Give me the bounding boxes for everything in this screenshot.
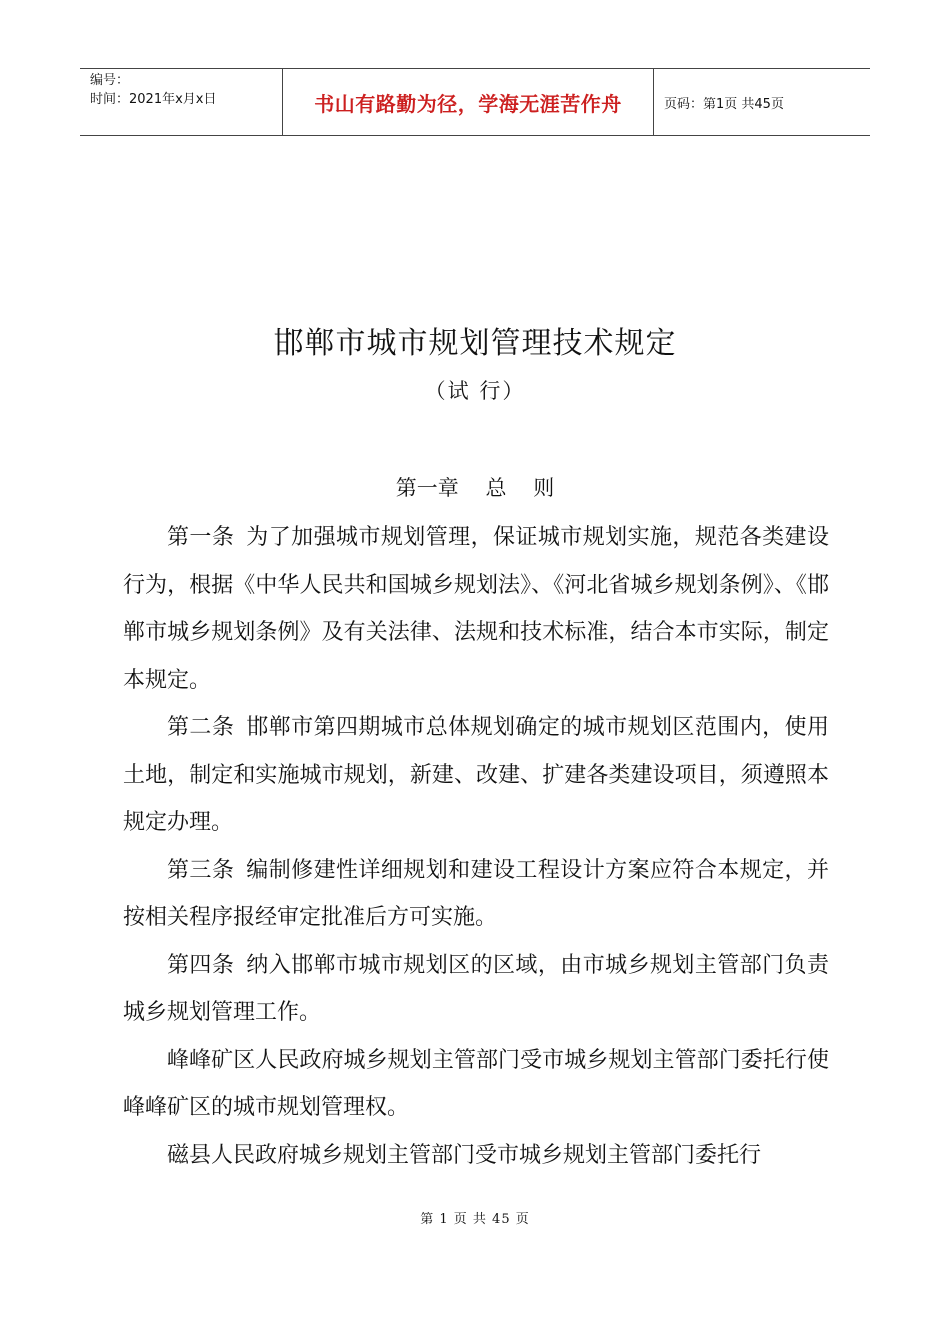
paragraph-text: 为了加强城市规划管理，保证城市规划实施，规范各类建设行为，根据《中华人民共和国城乡规划法》、《河北省城乡规划条例》、《邯郸市城乡规划条例》及有关法律、法规和技术标准，结合本市实际，制定本规定。	[123, 525, 829, 693]
article-number: 第一条	[167, 525, 235, 550]
header-meta-cell	[80, 69, 282, 135]
paragraph-text: 纳入邯郸市城市规划区的区域，由市城乡规划主管部门负责城乡规划管理工作。	[123, 952, 829, 1025]
paragraph	[123, 942, 829, 1037]
paragraph	[123, 1132, 829, 1180]
paragraph-text: 峰峰矿区人民政府城乡规划主管部门受市城乡规划主管部门委托行使峰峰矿区的城市规划管理权。	[123, 1047, 829, 1120]
header-table	[80, 68, 870, 136]
article-number: 第四条	[167, 952, 235, 978]
paragraph-text: 邯郸市第四期城市总体规划确定的城市规划区范围内，使用土地，制定和实施城市规划，新建、改建、扩建各类建设项目，须遵照本规定办理。	[123, 715, 829, 835]
header-motto: 书山有路勤为径，学海无涯苦作舟	[314, 91, 622, 116]
paragraph-text: 磁县人民政府城乡规划主管部门受市城乡规划主管部门委托行	[167, 1142, 762, 1168]
paragraph-text: 编制修建性详细规划和建设工程设计方案应符合本规定，并按相关程序报经审定批准后方可实施。	[123, 857, 829, 930]
paragraph	[123, 847, 829, 942]
article-number: 第二条	[167, 715, 235, 740]
paragraph	[123, 1037, 829, 1132]
chapter-heading: 第一章 总 则	[395, 476, 555, 500]
paragraph	[123, 704, 829, 847]
header-page-cell	[654, 69, 870, 135]
article-number: 第三条	[167, 857, 235, 883]
document-title: 邯郸市城市规划管理技术规定	[273, 326, 677, 361]
page-footer: 第 1 页 共 45 页	[420, 1212, 530, 1227]
document-time-label: 时间：2021年x月x日	[90, 92, 217, 107]
paragraph	[123, 514, 829, 704]
header-page-info: 页码：第1页 共45页	[664, 96, 784, 112]
document-subtitle: （试 行）	[424, 379, 526, 403]
header-motto-cell	[282, 69, 654, 135]
document-number-label: 编号：	[90, 73, 130, 88]
document-body	[123, 514, 829, 1179]
